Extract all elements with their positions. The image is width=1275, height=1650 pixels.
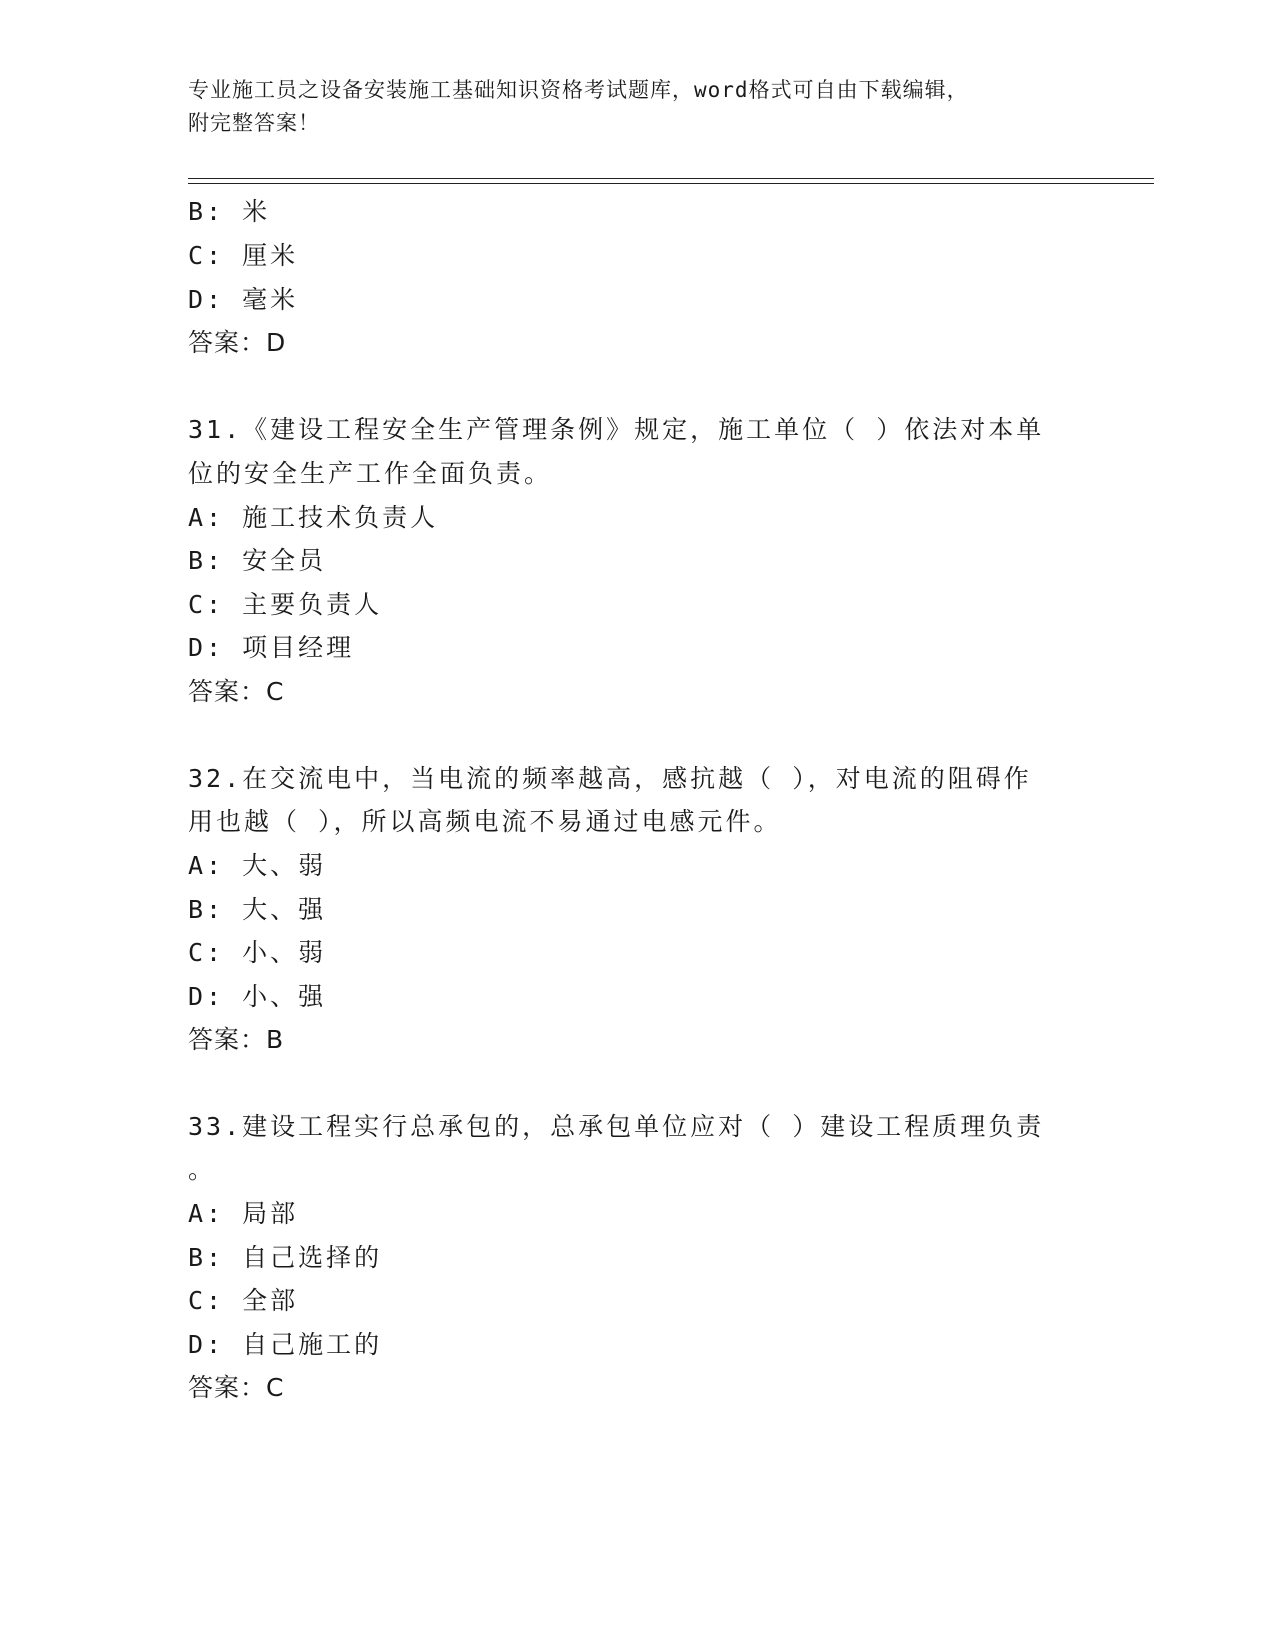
option-c: C: 主要负责人	[188, 590, 383, 619]
option-a: A: 局部	[188, 1199, 299, 1228]
option-b: B: 大、强	[188, 895, 327, 924]
question-stem: 32.在交流电中，当电流的频率越高，感抗越（ ），对电流的阻碍作	[188, 764, 1032, 793]
option-d: D: 毫米	[188, 285, 299, 314]
question-stem: 31.《建设工程安全生产管理条例》规定，施工单位（ ）依法对本单	[188, 415, 1045, 444]
option-b: B: 自己选择的	[188, 1243, 383, 1272]
header-line-2: 附完整答案！	[188, 111, 320, 135]
option-d: D: 自己施工的	[188, 1330, 383, 1359]
option-c: C: 全部	[188, 1286, 299, 1315]
answer-line: 答案：C	[188, 1373, 285, 1402]
option-d: D: 小、强	[188, 982, 327, 1011]
option-d: D: 项目经理	[188, 633, 355, 662]
question-stem: 位的安全生产工作全面负责。	[188, 459, 553, 488]
answer-line: 答案：D	[188, 328, 287, 357]
option-c: C: 小、弱	[188, 938, 327, 967]
question-stem: 33.建设工程实行总承包的，总承包单位应对（ ）建设工程质理负责	[188, 1112, 1045, 1141]
option-a: A: 施工技术负责人	[188, 503, 439, 532]
header-line-1: 专业施工员之设备安装施工基础知识资格考试题库，word格式可自由下载编辑，	[188, 78, 969, 102]
option-a: A: 大、弱	[188, 851, 327, 880]
option-c: C: 厘米	[188, 241, 299, 270]
question-stem: 用也越（ ），所以高频电流不易通过电感元件。	[188, 807, 782, 836]
option-b: B: 安全员	[188, 546, 327, 575]
option-b: B: 米	[188, 197, 271, 226]
answer-line: 答案：B	[188, 1025, 285, 1054]
header-divider-top	[188, 178, 1154, 179]
document-header	[188, 74, 1068, 140]
question-stem: 。	[188, 1155, 217, 1184]
header-divider-bottom	[188, 183, 1154, 184]
answer-line: 答案：C	[188, 677, 285, 706]
